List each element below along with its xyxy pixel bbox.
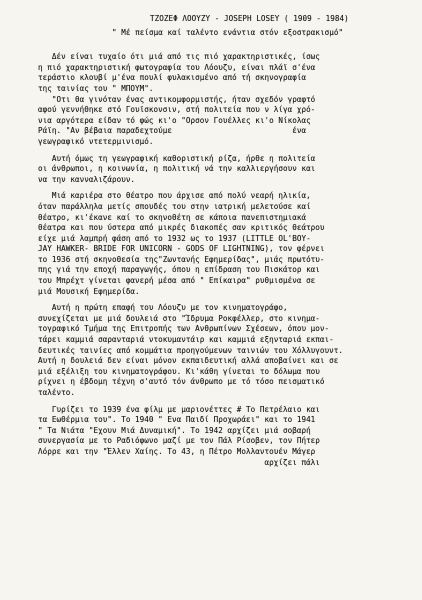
text-line: δευτικές ταινίες από κομμάτια προηγούμενων ταινιών του Χόλλυγουντ.	[38, 345, 344, 355]
text-line: του Μπρέχτ γίνεται φανερή μέσα από " Επίκαιρα" ρυθμισμένα σε	[38, 276, 316, 286]
paragraph	[38, 191, 404, 297]
text-line: JAY HAWKER- BRIDE FOR UNICORN - GODS OF LIGHTNING), τον φέρνει	[38, 244, 325, 254]
paragraph	[38, 405, 404, 469]
text-line: τάρει καμμιά σαρανταριά ντοκυμαντάιρ και καμμιά εξηνταριά εκπαι-	[38, 335, 334, 345]
text-line: θέατρο, κι'έκανε καί το σκηνοθέτη σε κάποια πανεπιστημιακά	[38, 212, 307, 222]
text-line: της ταινίας του " ΜΠΟΥΜ".	[38, 83, 154, 93]
text-line: μιά εξέλιξη του κινηματογράφου. Κι'κάθη γίνεται το δόλωμα που	[38, 366, 320, 376]
text-line: Αυτή η δουλειά δεν είναι μόνον εκπαιδευτική αλλά αποβαίνει και σε	[38, 356, 339, 366]
text-line: πης γιά την εποχή παραγωγής, όπου η επίδραση του Πισκάτορ και	[38, 265, 320, 275]
paragraph	[38, 52, 404, 147]
text-line: τεράστιο κλουβί μ'ένα πουλί φυλακισμένο από τή σκηνογραφία	[38, 73, 307, 83]
text-line: Αυτή η πρώτη επαφή του Λόουζυ με τον κινηματογράφο,	[38, 303, 288, 313]
text-line: οι άνθρωποι, η κοινωνία, η πολιτική νά την καλλιεργήσουν και	[38, 164, 316, 174]
text-line: Γυρίζει το 1939 ένα φίλμ με μαριονέττες # Το Πετρέλαιο και	[38, 404, 320, 414]
text-line: Μιά καριέρα στο θέατρο που άρχισε από πολύ νεαρή ηλικία,	[38, 191, 311, 201]
text-line: Ράϊη. "Αν βέβαια παραδεχτούμε ένα	[38, 126, 307, 136]
text-line: Λόρρε και την "Έλλεν Χαίης. Το 43, η Πέτρο Μολλαντουέν Μάγερ	[38, 446, 316, 456]
paragraph	[38, 154, 404, 186]
text-line: ταλέντο.	[38, 388, 75, 397]
text-line: συνεχίζεται με μιά δουλειά στο "Ίδρυμα Ροκφέλλερ, στο κινημα-	[38, 313, 320, 323]
text-line: συνεργασία με το Ραδιόφωνο μαζί με τον Πάλ Ρίσοβεν, τον Πήτερ	[38, 436, 320, 446]
text-line: να την κανναλιζάρουν.	[38, 174, 136, 184]
text-line: " Τα Νιάτα "Εχουν Μιά Δυναμική". Το 1942 αρχίζει μιά σοβαρή	[38, 425, 311, 435]
text-line: μιά Μουσική Εφημερίδα.	[38, 286, 140, 296]
text-line: γεωγραφικό ντετερμινισμό.	[38, 136, 154, 146]
text-line: "Οτι θα γινόταν ένας αντικομφορμιστής, ήταν σχεδόν γραφτό	[38, 94, 316, 104]
text-line: νια αργότερα είδαν τό φώς κι'ο "Ορσον Γουέλλες κι'ο Νίκολας	[38, 115, 311, 125]
text-line: το 1936 στή σκηνοθεσία της"Ζωντανής Εφημερίδας", μιάς πρωτότυ-	[38, 254, 325, 264]
text-line: θέατρα και που ύστερα από μικρές διακοπές σαν κριτικός θεάτρου	[38, 223, 325, 233]
document-title: ΤΖΟΖΕΦ ΛΟΟΥΖΥ - JOSEPH LOSEY ( 1909 - 1984)	[150, 14, 349, 23]
text-line: όταν παράλληλα μετίς σπουδές του στην ιατρική μελετούσε καί	[38, 201, 311, 211]
text-line: Δέν είναι τυχαίο ότι μιά από τις πιό χαρακτηριστικές, ίσως	[38, 52, 320, 62]
document-subtitle: " Μέ πείσμα καί ταλέντο ενάντια στόν εξοστρακισμό"	[112, 27, 344, 37]
text-line: τα Εωθέρμια του". Το 1940 " Ενα Παιδί Προχωράει" και το 1941	[38, 415, 316, 425]
text-line: η πιό χαρακτηριστική φωτογραφία του Λόουζυ, είναι πλάϊ σ'ένα	[38, 62, 316, 72]
paragraph	[38, 303, 404, 398]
text-line: ρίχνει η έβδομη τέχνη σ'αυτό τόν άνθρωπο με τό τόσο πεισματικό	[38, 377, 325, 387]
text-line: είχε μιά λαμπρή φάση από το 1932 ως το 1937 (LITTLE OL'BOY-	[38, 233, 311, 243]
text-line: αφού γεννήθηκε στό Γουϊσκονσιν, στή πολιτεία που ν λίγα χρό-	[38, 105, 316, 115]
text-line: αρχίζει πάλι	[38, 457, 320, 467]
text-line: Αυτή όμως τη γεωγραφική καθοριστική ρίζα, ήρθε η πολιτεία	[38, 153, 316, 163]
text-line: τογραφικό Τμήμα της Επιτροπής των Ανθρωπίνων Σχέσεων, όπου μον-	[38, 324, 330, 334]
